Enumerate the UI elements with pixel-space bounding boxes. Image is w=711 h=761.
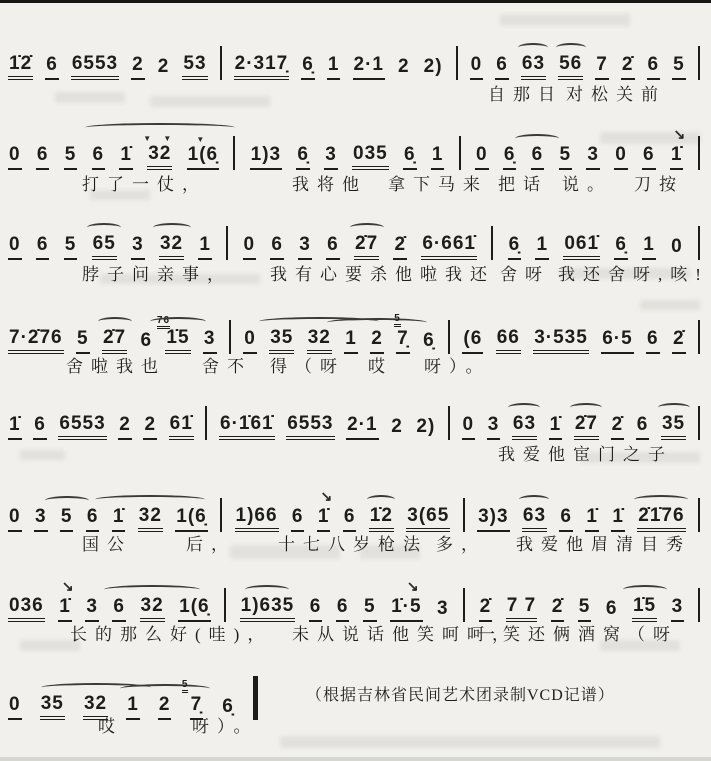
note-token: 3·535 bbox=[533, 327, 589, 354]
note-token: 6̣ bbox=[614, 234, 628, 260]
slur-arc bbox=[518, 43, 548, 52]
note-token: 1̇ ↘ bbox=[58, 596, 72, 622]
note-token: 1̇5 bbox=[632, 595, 657, 622]
slur-arc bbox=[508, 403, 540, 412]
lyric-segment: 国公 bbox=[82, 535, 132, 554]
lyric-segment: 自那日 bbox=[488, 85, 563, 104]
system-row bbox=[8, 46, 700, 80]
barline bbox=[224, 588, 226, 622]
note-token: 6 76 bbox=[140, 315, 171, 351]
note-token: 6 bbox=[605, 598, 618, 619]
slur-arc bbox=[104, 585, 200, 594]
note-token: 6 bbox=[642, 144, 656, 170]
barline bbox=[698, 136, 700, 170]
grace-note: 5 bbox=[182, 679, 189, 693]
slur-arc bbox=[519, 495, 549, 504]
note-token: 1 bbox=[327, 54, 341, 80]
note-token: 63 bbox=[512, 413, 537, 440]
note-token: 6 bbox=[92, 144, 106, 170]
note-token: 6̣ bbox=[301, 54, 315, 80]
system-row bbox=[8, 578, 700, 622]
note-token: 7 bbox=[595, 54, 609, 80]
note-token: 35 bbox=[269, 327, 294, 354]
system-row bbox=[8, 226, 700, 260]
note-token: 5 bbox=[559, 144, 573, 170]
slur-arc bbox=[350, 223, 384, 232]
note-token: 6 bbox=[326, 234, 340, 260]
note-token: 5 bbox=[578, 596, 592, 622]
slur-arc bbox=[658, 403, 690, 412]
note-token: 6 bbox=[647, 54, 661, 80]
note-token: 3 bbox=[671, 596, 685, 622]
slur-arc bbox=[98, 317, 132, 326]
barline bbox=[220, 498, 222, 532]
barline bbox=[233, 136, 235, 170]
note-token: 6 bbox=[495, 54, 509, 80]
note-token: 6 bbox=[36, 144, 50, 170]
note-token: 6 bbox=[343, 506, 357, 532]
slur-arc bbox=[634, 495, 688, 504]
barline bbox=[456, 46, 458, 80]
note-token: 0 bbox=[671, 236, 683, 257]
lyric-segment: 我还舍呀,咳! bbox=[558, 265, 709, 284]
barline bbox=[229, 320, 231, 354]
bottom-rule bbox=[0, 757, 711, 761]
note-token: (6 bbox=[462, 328, 483, 354]
lyric-segment: 脖子问亲事， bbox=[82, 265, 232, 284]
note-token: 0 bbox=[8, 234, 22, 260]
note-token: 32 bbox=[159, 233, 184, 260]
lyric-segment: 未从说话他笑呵呵， bbox=[292, 625, 517, 644]
note-token: 6 bbox=[531, 144, 545, 170]
note-token: 3 bbox=[586, 144, 600, 170]
note-token: 1 bbox=[431, 144, 445, 170]
note-token: 66 bbox=[496, 327, 521, 354]
note-token: 2 5 bbox=[158, 694, 172, 720]
lyric-segment: 舍呀 bbox=[500, 265, 550, 284]
lyric-segment: 说。 bbox=[562, 175, 612, 194]
slur-arc bbox=[327, 318, 427, 327]
note-token: 0 bbox=[462, 414, 476, 440]
lyric-segment: 后， bbox=[186, 535, 236, 554]
note-token: 1̇ bbox=[8, 414, 22, 440]
note-token: 32 bbox=[307, 327, 332, 354]
note-token: 2) bbox=[416, 416, 436, 437]
barline bbox=[698, 226, 700, 260]
note-token: 1)635 bbox=[240, 595, 296, 622]
note-token: 35 bbox=[661, 413, 686, 440]
grace-note: 5 bbox=[394, 313, 401, 327]
note-token: 3)3 bbox=[477, 506, 509, 532]
note-token: 6̣ bbox=[508, 234, 522, 260]
note-token: 5 bbox=[363, 596, 377, 622]
note-token: 2̇1̇76 bbox=[637, 505, 685, 532]
note-token: 7·2̇76 bbox=[8, 327, 64, 354]
note-token: 5 bbox=[60, 506, 74, 532]
note-token: 2̇ bbox=[611, 414, 625, 440]
bleed-through bbox=[20, 450, 65, 460]
note-token: 1̇2̇ bbox=[8, 53, 33, 80]
note-token: 0 bbox=[243, 328, 257, 354]
lyric-segment: 把话 bbox=[498, 175, 548, 194]
note-token: 1 bbox=[198, 234, 212, 260]
note-token: 061̇ bbox=[563, 233, 600, 260]
note-token: 35 bbox=[40, 693, 65, 720]
lyric-segment: 多， bbox=[436, 535, 486, 554]
note-token: 0 bbox=[8, 144, 22, 170]
note-token: 1 bbox=[642, 234, 656, 260]
lyric-segment: 舍啦我也 bbox=[66, 357, 166, 376]
note-token: 3 bbox=[487, 414, 501, 440]
note-token: 6553 bbox=[286, 413, 334, 440]
note-token: 1 bbox=[344, 328, 358, 354]
note-token: 0 bbox=[8, 694, 22, 720]
barline bbox=[698, 320, 700, 354]
note-token: 6̣ bbox=[222, 696, 234, 717]
lyric-segment: 刀按 bbox=[634, 175, 684, 194]
note-token: 6 bbox=[36, 234, 50, 260]
lyric-segment: 长的那么好(哇)， bbox=[70, 625, 273, 644]
note-token: 2 bbox=[157, 56, 170, 77]
note-token: 5 bbox=[64, 234, 78, 260]
ornament-mark: ▼ bbox=[196, 135, 210, 144]
slur-arc bbox=[367, 495, 395, 504]
note-token: 2̇7 bbox=[574, 413, 599, 440]
note-token: 7̣ bbox=[396, 328, 410, 354]
note-token: 1̇2 bbox=[369, 505, 394, 532]
note-token: 035 bbox=[352, 143, 389, 170]
note-token: 3 bbox=[85, 596, 99, 622]
barline bbox=[226, 226, 228, 260]
note-token: 32 bbox=[138, 505, 163, 532]
note-token: 7̣ bbox=[190, 694, 204, 720]
credit-note: （根据吉林省民间艺术团录制VCD记谱） bbox=[306, 687, 615, 704]
bleed-through bbox=[500, 14, 630, 26]
lyric-segment: 我将他 bbox=[292, 175, 367, 194]
lyric-segment: 呀）。 bbox=[192, 717, 259, 736]
note-token: 1̇ bbox=[585, 506, 599, 532]
ornament-mark: ↘ bbox=[61, 578, 74, 594]
note-token: 6 bbox=[636, 414, 650, 440]
note-token: 6̣ bbox=[403, 144, 417, 170]
lyric-segment: 哎 bbox=[98, 717, 123, 736]
note-token: 2·1 bbox=[353, 54, 385, 80]
barline bbox=[459, 136, 461, 170]
note-token: 6 bbox=[45, 54, 59, 80]
note-token: 6 bbox=[309, 596, 323, 622]
note-token: 5 bbox=[76, 328, 90, 354]
note-token: 3 bbox=[131, 234, 145, 260]
note-token: 32 bbox=[140, 595, 165, 622]
note-token: 6̣ bbox=[296, 144, 310, 170]
system-row bbox=[8, 488, 700, 532]
system-row bbox=[8, 313, 700, 354]
slur-arc bbox=[120, 684, 210, 693]
note-token: 2̇ bbox=[479, 596, 493, 622]
slur-arc bbox=[515, 134, 559, 143]
lyric-segment: 对松关前 bbox=[566, 85, 666, 104]
slur-arc bbox=[95, 495, 205, 504]
note-token: 6·1̇61̇ bbox=[219, 413, 275, 440]
note-token: 6̣ bbox=[423, 330, 435, 351]
note-token: 1 bbox=[535, 234, 549, 260]
note-token: 61̇ bbox=[169, 413, 194, 440]
ornament-mark: ▼ ▼ bbox=[143, 134, 177, 143]
ornament-mark: ↘ bbox=[673, 126, 686, 142]
barline bbox=[463, 498, 465, 532]
note-token: 2 bbox=[131, 54, 145, 80]
slur-arc bbox=[556, 43, 586, 52]
barline bbox=[463, 588, 465, 622]
note-token: 2) bbox=[423, 56, 443, 77]
note-token: 3(65 bbox=[406, 505, 450, 532]
note-token: 2̇7 bbox=[102, 327, 127, 354]
note-token: 1̇5 bbox=[165, 327, 190, 354]
note-token: 1 bbox=[126, 694, 140, 720]
note-token: 1(6̣ bbox=[175, 506, 207, 532]
note-token: 1̇ bbox=[112, 506, 126, 532]
slur-arc bbox=[150, 317, 206, 326]
slur-arc bbox=[245, 585, 289, 594]
note-token: 2̇ bbox=[621, 54, 635, 80]
barline bbox=[448, 320, 450, 354]
note-token: 2̇ bbox=[672, 328, 686, 354]
note-token: 2 bbox=[398, 56, 410, 77]
lyric-segment: 得（呀 bbox=[270, 357, 345, 376]
barline bbox=[448, 406, 450, 440]
lyric-segment: 哎 bbox=[368, 357, 393, 376]
note-token: 6·5 bbox=[601, 328, 633, 354]
lyric-segment: 拿下马来 bbox=[388, 175, 488, 194]
lyric-segment: 呀）。 bbox=[424, 357, 491, 376]
ornament-mark: ↘ bbox=[406, 578, 419, 594]
note-token: 1̇ bbox=[119, 144, 133, 170]
note-token: 1̇ bbox=[549, 414, 563, 440]
bleed-through bbox=[280, 736, 660, 748]
note-token: 6 bbox=[336, 596, 350, 622]
note-token: 1̇·5 ↘ bbox=[390, 596, 422, 622]
bleed-through bbox=[640, 300, 700, 310]
note-token: 2 bbox=[391, 416, 403, 437]
note-token: 1)66 bbox=[235, 505, 279, 532]
system-row bbox=[8, 126, 700, 170]
note-token: 6 bbox=[559, 506, 573, 532]
note-token: 1(6̣ ▼ bbox=[187, 144, 219, 170]
note-token: 2̇7 bbox=[354, 233, 379, 260]
lyric-segment: 舍不 bbox=[202, 357, 252, 376]
note-token: 2 5 bbox=[370, 328, 384, 354]
ornament-mark: ↘ bbox=[320, 488, 333, 504]
note-token: 63 bbox=[521, 53, 546, 80]
barline bbox=[491, 226, 493, 260]
note-token: 2̇ bbox=[551, 596, 565, 622]
note-token: 6 bbox=[270, 234, 284, 260]
barline bbox=[205, 406, 207, 440]
note-token: 2·1 bbox=[346, 414, 378, 440]
note-token: 0 bbox=[470, 54, 484, 80]
top-rule bbox=[0, 0, 711, 3]
barline bbox=[220, 46, 222, 80]
slur-arc bbox=[87, 223, 121, 232]
slur-arc bbox=[153, 223, 191, 232]
note-token: 3 bbox=[324, 144, 338, 170]
note-token: 6553 bbox=[71, 53, 119, 80]
note-token: 2·317̣ bbox=[234, 53, 290, 80]
bleed-through bbox=[55, 92, 125, 103]
note-token: 56 bbox=[558, 53, 583, 80]
barline bbox=[698, 588, 700, 622]
note-token: 6553 bbox=[58, 413, 106, 440]
note-token: 6 bbox=[646, 328, 660, 354]
note-token: 1̇ ↘ bbox=[317, 506, 331, 532]
note-token: 32 ▼ ▼ bbox=[147, 143, 172, 170]
note-token: 2 bbox=[118, 414, 132, 440]
note-token: 1)3 bbox=[250, 144, 282, 170]
note-token: 5 bbox=[64, 144, 78, 170]
lyric-segment: 十七八岁枪法 bbox=[278, 535, 428, 554]
note-token: 0 bbox=[8, 506, 22, 532]
note-token: 2̇ bbox=[393, 234, 407, 260]
lyric-segment: 我爱他宦门之子 bbox=[498, 445, 673, 464]
note-token: 1(6̣ bbox=[178, 596, 210, 622]
note-token: 6̣ bbox=[503, 144, 517, 170]
note-token: 3 bbox=[298, 234, 312, 260]
note-token: 7 7 bbox=[506, 595, 537, 622]
barline bbox=[698, 498, 700, 532]
note-token: 5 bbox=[672, 54, 686, 80]
note-token: 6 bbox=[86, 506, 100, 532]
note-token: 1̇ ↘ bbox=[670, 144, 684, 170]
note-token: 6 bbox=[112, 596, 126, 622]
note-token: 65 bbox=[92, 233, 117, 260]
note-token: 6·661̇ bbox=[421, 233, 477, 260]
bleed-through bbox=[150, 96, 270, 107]
note-token: 6 bbox=[33, 414, 47, 440]
note-token: 63 bbox=[522, 505, 547, 532]
system-row bbox=[8, 406, 700, 440]
note-token: 3 bbox=[437, 598, 449, 619]
barline bbox=[698, 46, 700, 80]
note-token: 2 bbox=[143, 414, 157, 440]
lyric-segment: 我有心要杀他啦我还 bbox=[270, 265, 495, 284]
note-token: 0 bbox=[243, 234, 257, 260]
lyric-segment: 打了一仗， bbox=[82, 175, 207, 194]
slur-arc bbox=[623, 585, 667, 594]
lyric-segment: 一笑还俩酒窝（呀 bbox=[478, 625, 678, 644]
note-token: 0 bbox=[475, 144, 489, 170]
note-token: 32 bbox=[83, 693, 108, 720]
note-token: 6 bbox=[291, 506, 305, 532]
note-token: 1̇ bbox=[611, 506, 625, 532]
slur-arc bbox=[45, 496, 89, 505]
lyric-segment: 我爱他眉清目秀 bbox=[516, 535, 691, 554]
note-token: 53 bbox=[182, 53, 207, 80]
note-token: 3 bbox=[34, 506, 48, 532]
grace-note: 76 bbox=[157, 315, 170, 329]
note-token: 3 bbox=[203, 328, 217, 354]
slur-arc bbox=[570, 403, 602, 412]
note-token: 0 bbox=[614, 144, 628, 170]
note-token: 036 bbox=[8, 595, 45, 622]
barline bbox=[698, 406, 700, 440]
